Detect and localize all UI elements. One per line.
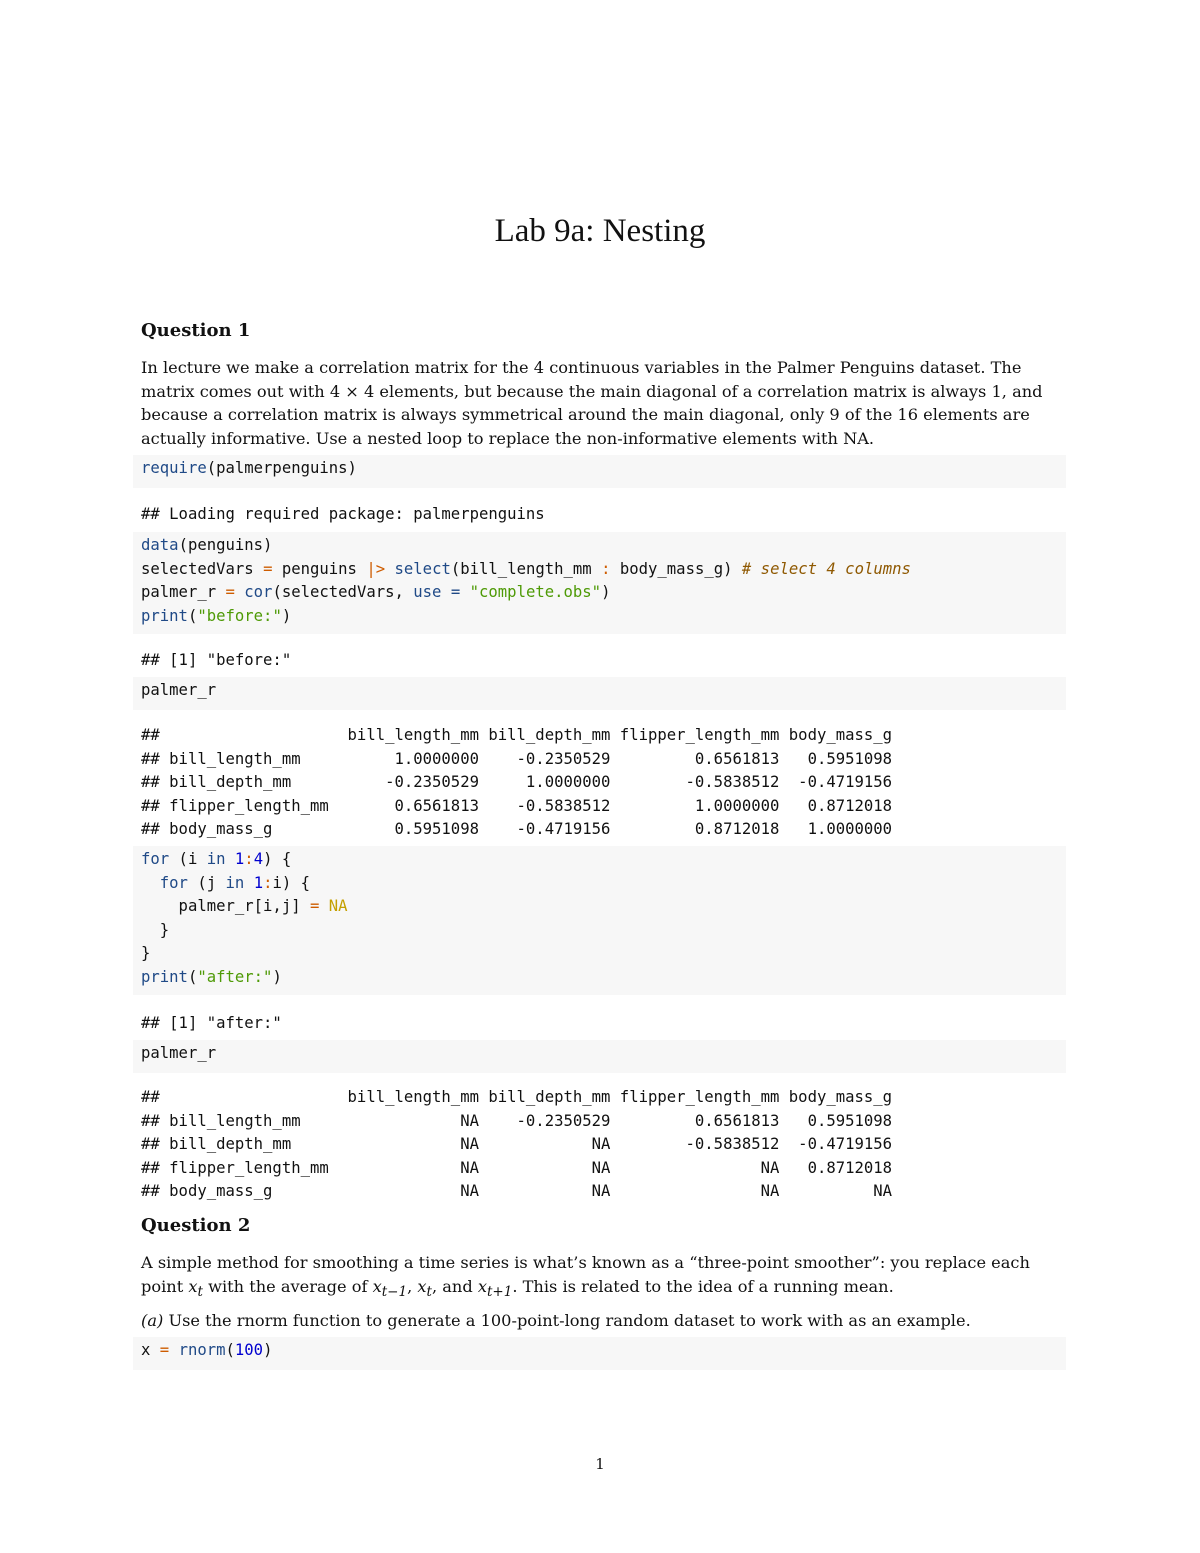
output-line: ## bill_depth_mm NA NA -0.5838512 -0.4719156 xyxy=(141,1135,893,1153)
correlation-matrix-after xyxy=(133,1086,1066,1204)
page-title: Lab 9a: Nesting xyxy=(494,213,706,249)
output-block xyxy=(133,503,1066,527)
code-line: require(palmerpenguins) xyxy=(141,459,357,477)
code-line: print("after:") xyxy=(141,967,282,986)
code-block xyxy=(133,1040,1066,1073)
code-line: palmer_r = cor(selectedVars, use = "complete.obs") xyxy=(141,583,611,601)
output-line: ## [1] "before:" xyxy=(141,651,292,669)
output-line: ## body_mass_g 0.5951098 -0.4719156 0.8712018 1.0000000 xyxy=(141,820,893,838)
output-line: ## bill_length_mm NA -0.2350529 0.6561813 0.5951098 xyxy=(141,1111,893,1130)
code-block xyxy=(133,677,1066,710)
question-2-heading: Question 2 xyxy=(141,1215,251,1236)
output-line: ## Loading required package: palmerpenguins xyxy=(141,505,545,523)
output-block xyxy=(133,649,1066,673)
question-1-heading: Question 1 xyxy=(141,320,251,341)
question-2-text-line: A simple method for smoothing a time series is what’s known as a “three-point smoother”: you replace each xyxy=(141,1253,1030,1272)
question-2-part-a xyxy=(141,1309,1061,1333)
question-2-text-line: point $x_t$ with the average of $x_{t-1}$, $x_t$, and $x_{t+1}$. This is related to the idea of a running mean. xyxy=(141,1276,894,1300)
code-line: palmer_r xyxy=(141,681,217,699)
code-line: data(penguins) xyxy=(141,536,273,554)
question-1-text xyxy=(141,356,1061,450)
code-line: x = rnorm(100) xyxy=(141,1341,273,1359)
part-a-text: Use the rnorm function to generate a 100-point-long random dataset to work with as an example. xyxy=(163,1311,971,1330)
correlation-matrix-before xyxy=(133,724,1066,842)
output-line: ## bill_depth_mm -0.2350529 1.0000000 -0.5838512 -0.4719156 xyxy=(141,773,893,791)
output-line: ## flipper_length_mm 0.6561813 -0.5838512 1.0000000 0.8712018 xyxy=(141,796,893,815)
code-block xyxy=(133,846,1066,995)
code-line: } xyxy=(141,944,151,962)
question-1-text-line: In lecture we make a correlation matrix for the 4 continuous variables in the Palmer Penguins dataset. The xyxy=(141,358,1022,377)
output-block xyxy=(133,1012,1066,1036)
code-line: for (i in 1:4) { xyxy=(141,850,292,868)
question-2-text xyxy=(141,1251,1061,1304)
question-1-text-line: because a correlation matrix is always symmetrical around the main diagonal, only 9 of the 16 elements are xyxy=(141,405,1030,424)
code-block xyxy=(133,1337,1066,1370)
output-line: ## bill_length_mm bill_depth_mm flipper_length_mm body_mass_g xyxy=(141,726,893,744)
code-line: for (j in 1:i) { xyxy=(159,873,311,892)
code-line: palmer_r[i,j] = NA xyxy=(141,897,348,915)
code-line: selectedVars = penguins |> select(bill_length_mm : body_mass_g) # select 4 columns xyxy=(141,559,911,578)
output-line: ## body_mass_g NA NA NA NA xyxy=(141,1182,893,1200)
output-line: ## bill_length_mm bill_depth_mm flipper_length_mm body_mass_g xyxy=(141,1088,893,1106)
output-line: ## [1] "after:" xyxy=(141,1014,282,1032)
output-line: ## flipper_length_mm NA NA NA 0.8712018 xyxy=(141,1158,893,1177)
code-line: } xyxy=(141,920,170,939)
code-block xyxy=(133,532,1066,634)
code-line: palmer_r xyxy=(141,1044,217,1062)
question-1-text-line: matrix comes out with 4 × 4 elements, but because the main diagonal of a correlation matrix is always 1, and xyxy=(141,381,1043,401)
part-a-label: (a) xyxy=(141,1311,164,1330)
output-line: ## bill_length_mm 1.0000000 -0.2350529 0.6561813 0.5951098 xyxy=(141,749,893,768)
page-number: 1 xyxy=(595,1455,605,1473)
question-1-text-line: actually informative. Use a nested loop to replace the non-informative elements with NA. xyxy=(141,428,875,448)
code-block xyxy=(133,455,1066,488)
code-line: print("before:") xyxy=(141,606,292,625)
